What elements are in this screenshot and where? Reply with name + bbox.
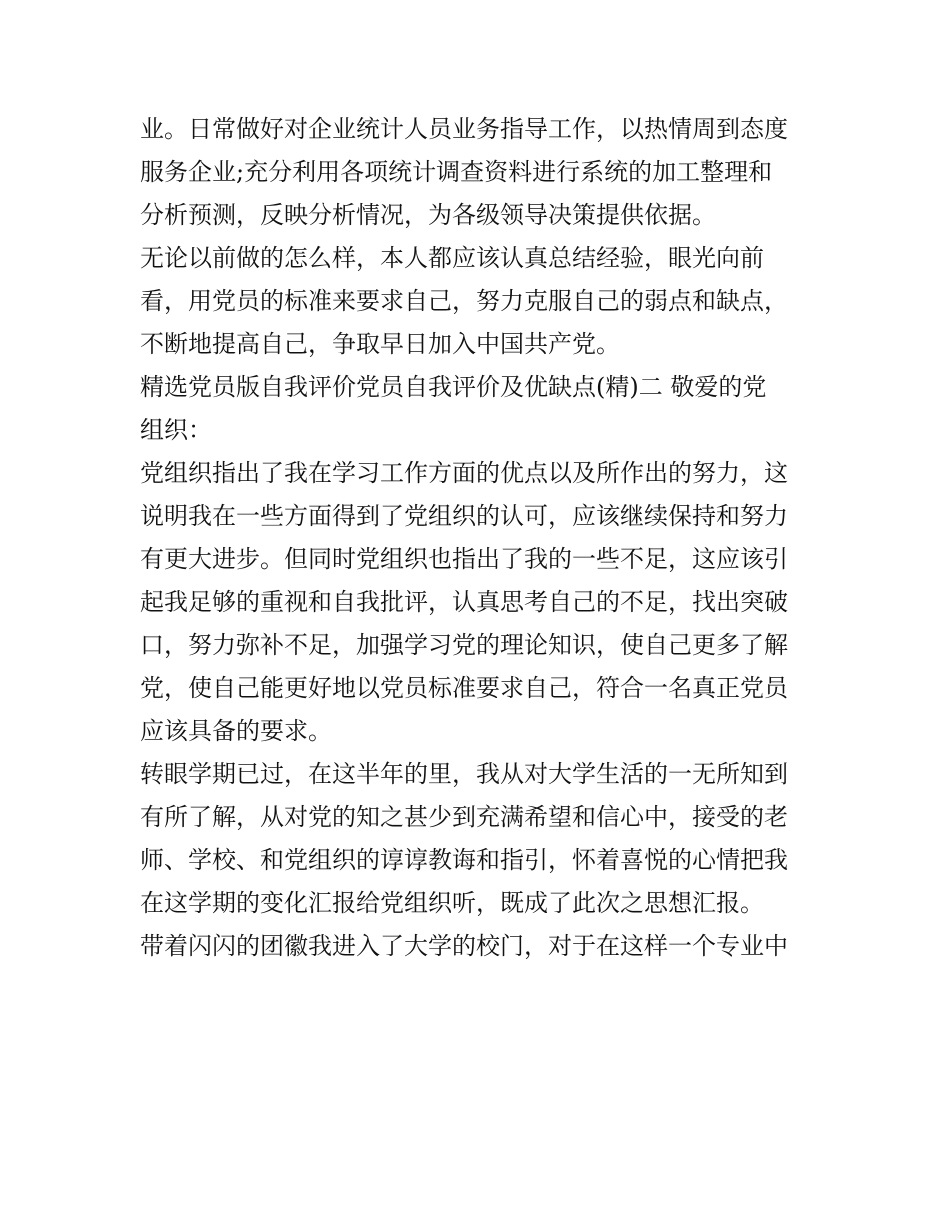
text-line: 无论以前做的怎么样，本人都应该认真总结经验，眼光向前 <box>140 244 764 272</box>
text-line: 在这学期的变化汇报给党组织听，既成了此次之思想汇报。 <box>140 889 764 917</box>
text-line: 有更大进步。但同时党组织也指出了我的一些不足，这应该引 <box>140 545 788 573</box>
text-line: 转眼学期已过，在这半年的里，我从对大学生活的一无所知到 <box>140 760 788 788</box>
text-line: 起我足够的重视和自我批评，认真思考自己的不足，找出突破 <box>140 588 788 616</box>
text-line: 分析预测，反映分析情况，为各级领导决策提供依据。 <box>140 201 716 229</box>
text-line: 党，使自己能更好地以党员标准要求自己，符合一名真正党员 <box>140 674 788 702</box>
text-line: 看，用党员的标准来要求自己，努力克服自己的弱点和缺点， <box>140 287 788 315</box>
text-line: 带着闪闪的团徽我进入了大学的校门，对于在这样一个专业中 <box>140 932 788 960</box>
text-line: 口，努力弥补不足，加强学习党的理论知识，使自己更多了解 <box>140 631 788 659</box>
text-line: 服务企业;充分利用各项统计调查资料进行系统的加工整理和 <box>140 158 773 186</box>
text-line: 业。日常做好对企业统计人员业务指导工作，以热情周到态度 <box>140 115 788 143</box>
text-line: 不断地提高自己，争取早日加入中国共产党。 <box>140 330 620 358</box>
text-line: 精选党员版自我评价党员自我评价及优缺点(精)二 敬爱的党 <box>140 373 767 401</box>
text-line: 应该具备的要求。 <box>140 717 332 745</box>
text-line: 组织： <box>140 416 212 444</box>
text-line: 有所了解，从对党的知之甚少到充满希望和信心中，接受的老 <box>140 803 788 831</box>
text-line: 师、学校、和党组织的谆谆教诲和指引，怀着喜悦的心情把我 <box>140 846 788 874</box>
text-line: 党组织指出了我在学习工作方面的优点以及所作出的努力，这 <box>140 459 788 487</box>
text-line: 说明我在一些方面得到了党组织的认可，应该继续保持和努力 <box>140 502 788 530</box>
document-body <box>140 108 820 968</box>
